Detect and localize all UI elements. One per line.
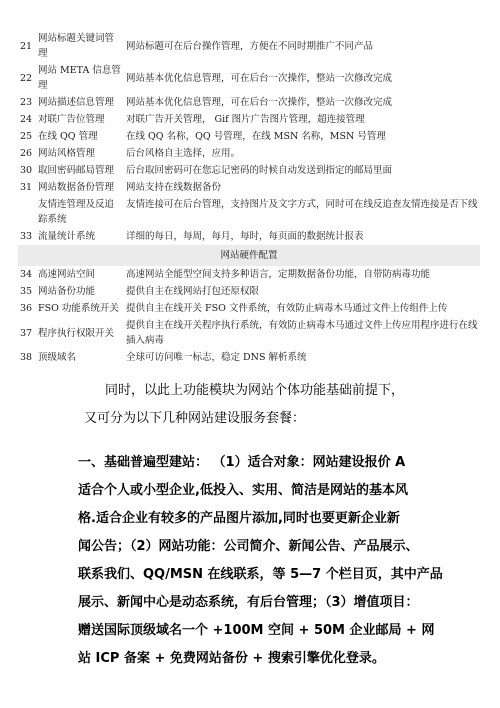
feature-description: 网站基本优化信息管理，可在后台一次操作，整站一次修改完成	[126, 97, 393, 108]
row-number: 37	[20, 327, 33, 339]
feature-name: 程序执行权限开关	[38, 327, 115, 339]
feature-name: 对联广告位管理	[38, 114, 105, 125]
feature-description: 网站支持在线数据备份	[126, 182, 222, 193]
row-number: 33	[20, 231, 33, 242]
intro-line: 又可分为以下几种网站建设服务套餐：	[84, 411, 306, 426]
row-number: 34	[20, 269, 33, 280]
table-row	[18, 145, 480, 162]
body-line: 站 ICP 备案 + 免费网站备份 + 搜索引擎优化登录。	[78, 651, 385, 666]
body-line: 展示、新闻中心是动态系统，有后台管理；（3）增值项目：	[78, 595, 419, 610]
feature-name: 高速网站空间	[38, 269, 96, 280]
row-number: 24	[20, 114, 33, 125]
feature-name: 网站数据备份管理	[38, 182, 115, 193]
feature-description: 提供自主在线开关 FSO 文件系统，有效防止病毒木马通过文件上传组件上传	[126, 303, 448, 314]
table-row	[18, 30, 480, 62]
row-number: 21	[20, 40, 33, 52]
row-number: 23	[20, 97, 33, 108]
table-row	[18, 283, 480, 300]
body-line: 适合个人或小型企业,低投入、实用、简洁是网站的基本风	[78, 483, 408, 498]
feature-name: 网站备份功能	[38, 286, 96, 297]
table-row	[18, 196, 480, 228]
feature-table	[18, 30, 480, 366]
body-line: 一、基础普遍型建站： （1）适合对象：网站建设报价 A	[78, 455, 406, 470]
section-header: 网站硬件配置	[18, 245, 480, 266]
section-header-row	[18, 245, 480, 266]
package-description	[78, 377, 488, 673]
feature-name: FSO 功能系统开关	[38, 303, 119, 314]
feature-description: 在线 QQ 名称，QQ 号管理，在线 MSN 名称，MSN 号管理	[126, 131, 386, 142]
row-number: 31	[20, 182, 33, 193]
row-number: 35	[20, 286, 33, 297]
package-body	[78, 433, 488, 673]
feature-description: 网站标题可在后台操作管理，方便在不同时期推广不同产品	[126, 40, 374, 52]
feature-name: 取回密码邮局管理	[38, 165, 115, 176]
feature-description: 提供自主在线网站打包还原权限	[126, 286, 260, 297]
feature-name: 流量统计系统	[38, 231, 96, 242]
table-row	[18, 162, 480, 179]
table-row	[18, 317, 480, 349]
feature-description: 后台风格自主选择，应用。	[126, 148, 241, 159]
table-row	[18, 349, 480, 366]
table-row	[18, 62, 480, 94]
table-row	[18, 179, 480, 196]
intro-line: 同时，以此上功能模块为网站个体功能基础前提下，	[105, 383, 405, 398]
feature-description: 全球可访问唯一标志，稳定 DNS 解析系统	[126, 352, 307, 363]
table-row	[18, 94, 480, 111]
table-row	[18, 228, 480, 245]
feature-name: 友情连管理及反追踪系统	[38, 199, 115, 225]
feature-description: 详细的每日，每周，每月，每时，每页面的数据统计报表	[126, 231, 364, 242]
table-row	[18, 128, 480, 145]
feature-name: 网站描述信息管理	[38, 97, 115, 108]
table-row	[18, 300, 480, 317]
feature-description: 后台取回密码可在您忘记密码的时候自动发送到指定的邮局里面	[126, 165, 393, 176]
row-number: 26	[20, 148, 33, 159]
feature-description: 友情连接可在后台管理，支持图片及文字方式，同时可在线反追查友情连接是否下线	[126, 199, 478, 210]
row-number: 30	[20, 165, 33, 176]
feature-description: 网站基本优化信息管理，可在后台一次操作，整站一次修改完成	[126, 72, 393, 84]
row-number: 25	[20, 131, 33, 142]
table-row	[18, 266, 480, 283]
feature-name: 在线 QQ 管理	[38, 131, 98, 142]
body-line: 赠送国际顶级域名一个 +100M 空间 + 50M 企业邮局 + 网	[78, 623, 435, 638]
body-line: 闻公告；（2）网站功能：公司简介、新闻公告、产品展示、	[78, 539, 419, 554]
feature-description: 对联广告开关管理， Gif 图片广告图片管理，超连接管理	[126, 114, 365, 125]
feature-name: 网站标题关键词管理	[38, 33, 115, 59]
feature-name: 网站风格管理	[38, 148, 96, 159]
feature-description: 高速网站全能型空间支持多种语言，定期数据备份功能，自带防病毒功能	[126, 269, 431, 280]
body-line: 格.适合企业有较多的产品图片添加,同时也要更新企业新	[78, 511, 400, 526]
row-number	[18, 196, 36, 228]
body-line: 联系我们、QQ/MSN 在线联系，等 5—7 个栏目页，其中产品	[78, 567, 443, 582]
table-row	[18, 111, 480, 128]
row-number: 36	[20, 303, 33, 314]
feature-name: 顶级域名	[38, 352, 77, 363]
row-number: 22	[20, 72, 33, 84]
feature-description: 提供自主在线开关程序执行系统，有效防止病毒木马通过文件上传应用程序进行在线插入病毒	[126, 320, 478, 346]
feature-name: 网站 META 信息管理	[38, 65, 121, 91]
row-number: 38	[20, 352, 33, 363]
